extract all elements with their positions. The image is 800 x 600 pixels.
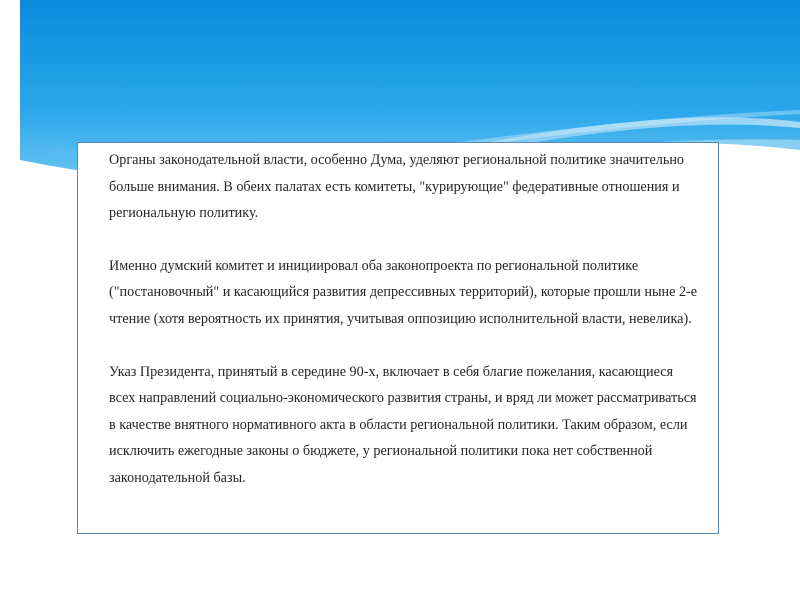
paragraph-1: Органы законодательной власти, особенно Дума, уделяют региональной политике значительно больше внимания. В обеих палатах есть комитеты, "курирующие" федеративные отношения и региональную политику. bbox=[109, 152, 685, 222]
paragraph-2: Именно думский комитет и инициировал оба законопроекта по региональной политике ("постановочный" и касающийся развития депрессивных территорий), которые прошли ныне 2-е чтение (хотя вероятность их принятия, учитывая оппозицию исполнительной власти, невелика). bbox=[109, 257, 698, 327]
content-text-box bbox=[77, 142, 719, 534]
paragraph-3: Указ Президента, принятый в середине 90-х, включает в себя благие пожелания, касающиеся всех направлений социально-экономического развития страны, и вряд ли может рассматриваться в качестве внятного нормативного акта в области региональной политики. Таким образом, если исключить ежегодные законы о бюджете, у региональной политики пока нет собственной законодательной базы. bbox=[109, 363, 697, 486]
